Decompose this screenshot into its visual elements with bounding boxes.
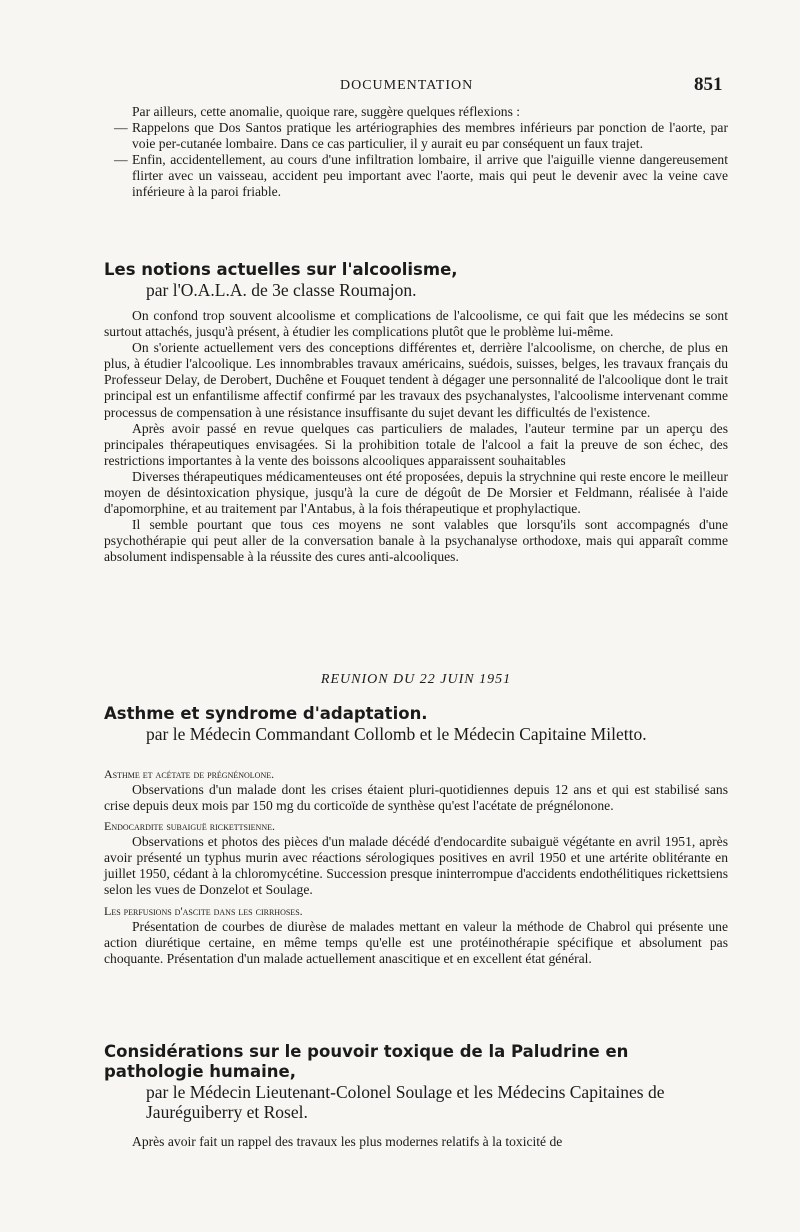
section-byline: par le Médecin Commandant Collomb et le Médecin Capitaine Miletto. xyxy=(146,724,647,744)
intro-item xyxy=(104,120,728,152)
page-number: 851 xyxy=(694,74,723,95)
section-paludrine-body xyxy=(104,1134,728,1150)
intro-lead: Par ailleurs, cette anomalie, quoique rare, suggère quelques réflexions : xyxy=(132,104,521,119)
paragraph: Il semble pourtant que tous ces moyens ne sont valables que lorsqu'ils sont accompagnés d'une psychothérapie qui peut aller de la conversation banale à la psychanalyse orthodoxe, mais qui apparaît comme absolument indispensable à la réussite des cures anti-alcooliques. xyxy=(104,517,728,565)
section-paludrine xyxy=(104,1042,728,1122)
section-title: Considérations sur le pouvoir toxique de la Paludrine en pathologie humaine, xyxy=(104,1042,629,1081)
meeting-date: REUNION DU 22 JUIN 1951 xyxy=(320,672,512,687)
section-byline: par le Médecin Lieutenant-Colonel Soulage et les Médecins Capitaines de Jauréguiberry et Rosel. xyxy=(146,1082,665,1122)
section-title: Asthme et syndrome d'adaptation. xyxy=(104,704,428,723)
section-byline: par l'O.A.L.A. de 3e classe Roumajon. xyxy=(146,280,417,300)
case-subhead: Asthme et acétate de prégnénolone. xyxy=(104,767,275,781)
paragraph: On s'oriente actuellement vers des conceptions différentes et, derrière l'alcoolisme, on cherche, de plus en plus, à étudier l'alcoolique. Les innombrables travaux américains, suédois, suisses, belges, les travaux français du Professeur Delay, de Derobert, Duchêne et Fouquet tendent à dégager une personnalité de l'alcoolique dont le trait principal est un enfantilisme affectif confirmé par les travaux des psychanalystes, l'alcoolisme intervenant comme processus de compensation à une résistance insuffisante du sujet devant les difficultés de l'existence. xyxy=(104,340,728,420)
section-alcoolisme xyxy=(104,260,728,300)
case-subhead: Endocardite subaiguë rickettsienne. xyxy=(104,819,275,834)
intro-item-text: Enfin, accidentellement, au cours d'une infiltration lombaire, il arrive que l'aiguille vienne dangereusement flirter avec un vaisseau, accident peu important avec l'aorte, mais qui peut le devenir avec la veine cave inférieure à la paroi friable. xyxy=(132,152,728,200)
dash-mark: — xyxy=(114,120,128,136)
case-text: Présentation de courbes de diurèse de malades mettant en valeur la méthode de Chabrol qui présente une action diurétique certaine, en même temps qu'elle est une protéinothérapie spécifique et absolument pas choquante. Présentation d'un malade actuellement anascitique et en excellent état général. xyxy=(104,918,728,966)
dash-mark: — xyxy=(114,152,128,168)
section-asthme-body xyxy=(104,766,728,967)
section-title: Les notions actuelles sur l'alcoolisme, xyxy=(104,260,458,279)
intro-item xyxy=(104,152,728,200)
section-alcoolisme-body xyxy=(104,308,728,566)
paragraph: Diverses thérapeutiques médicamenteuses ont été proposées, depuis la strychnine qui reste encore le meilleur moyen de désintoxication physique, jusqu'à la cure de dégoût de De Morsier et Feldmann, réalisée à l'aide d'apomorphine, et au traitement par l'Antabus, à la fois thérapeutique et prophylactique. xyxy=(104,468,728,517)
paragraph: Après avoir fait un rappel des travaux les plus modernes relatifs à la toxicité de xyxy=(132,1134,563,1149)
section-asthme xyxy=(104,704,728,744)
intro-block xyxy=(104,104,728,201)
case-text: Observations et photos des pièces d'un malade décédé d'endocardite subaiguë végétante en avril 1951, après avoir présenté un typhus murin avec réactions sérologiques positives en avril 1950 et une artérite oblitérante en juillet 1950, cédant à la chloromycétine. Succession presque ininterrompue d'accidents endothélitiques rickettsiens selon les vues de Donzelot et Soulage. xyxy=(104,834,728,898)
paragraph: On confond trop souvent alcoolisme et complications de l'alcoolisme, ce qui fait que les médecins se sont surtout attachés, jusqu'à présent, à étudier les complications plutôt que le problème lui-même. xyxy=(104,308,728,340)
running-title: DOCUMENTATION xyxy=(340,78,474,93)
paragraph: Après avoir passé en revue quelques cas particuliers de malades, l'auteur termine par un aperçu des principales thérapeutiques envisagées. Si la prohibition totale de l'alcool a fait la preuve de son échec, des restrictions importantes à la vente des boissons alcooliques apparaissent souhaitables xyxy=(104,420,728,468)
case-subhead: Les perfusions d'ascite dans les cirrhoses. xyxy=(104,903,303,918)
case-text: Observations d'un malade dont les crises étaient pluri-quotidiennes depuis 12 ans et qui est stabilisé sans crise depuis deux mois par 150 mg du corticoïde de synthèse qu'est l'acétate de prégnélonone. xyxy=(104,782,728,814)
intro-item-text: Rappelons que Dos Santos pratique les artériographies des membres inférieurs par ponction de l'aorte, par voie per-cutanée lombaire. Dans ce cas particulier, il y aurait eu par conséquent un faux trajet. xyxy=(132,120,728,152)
